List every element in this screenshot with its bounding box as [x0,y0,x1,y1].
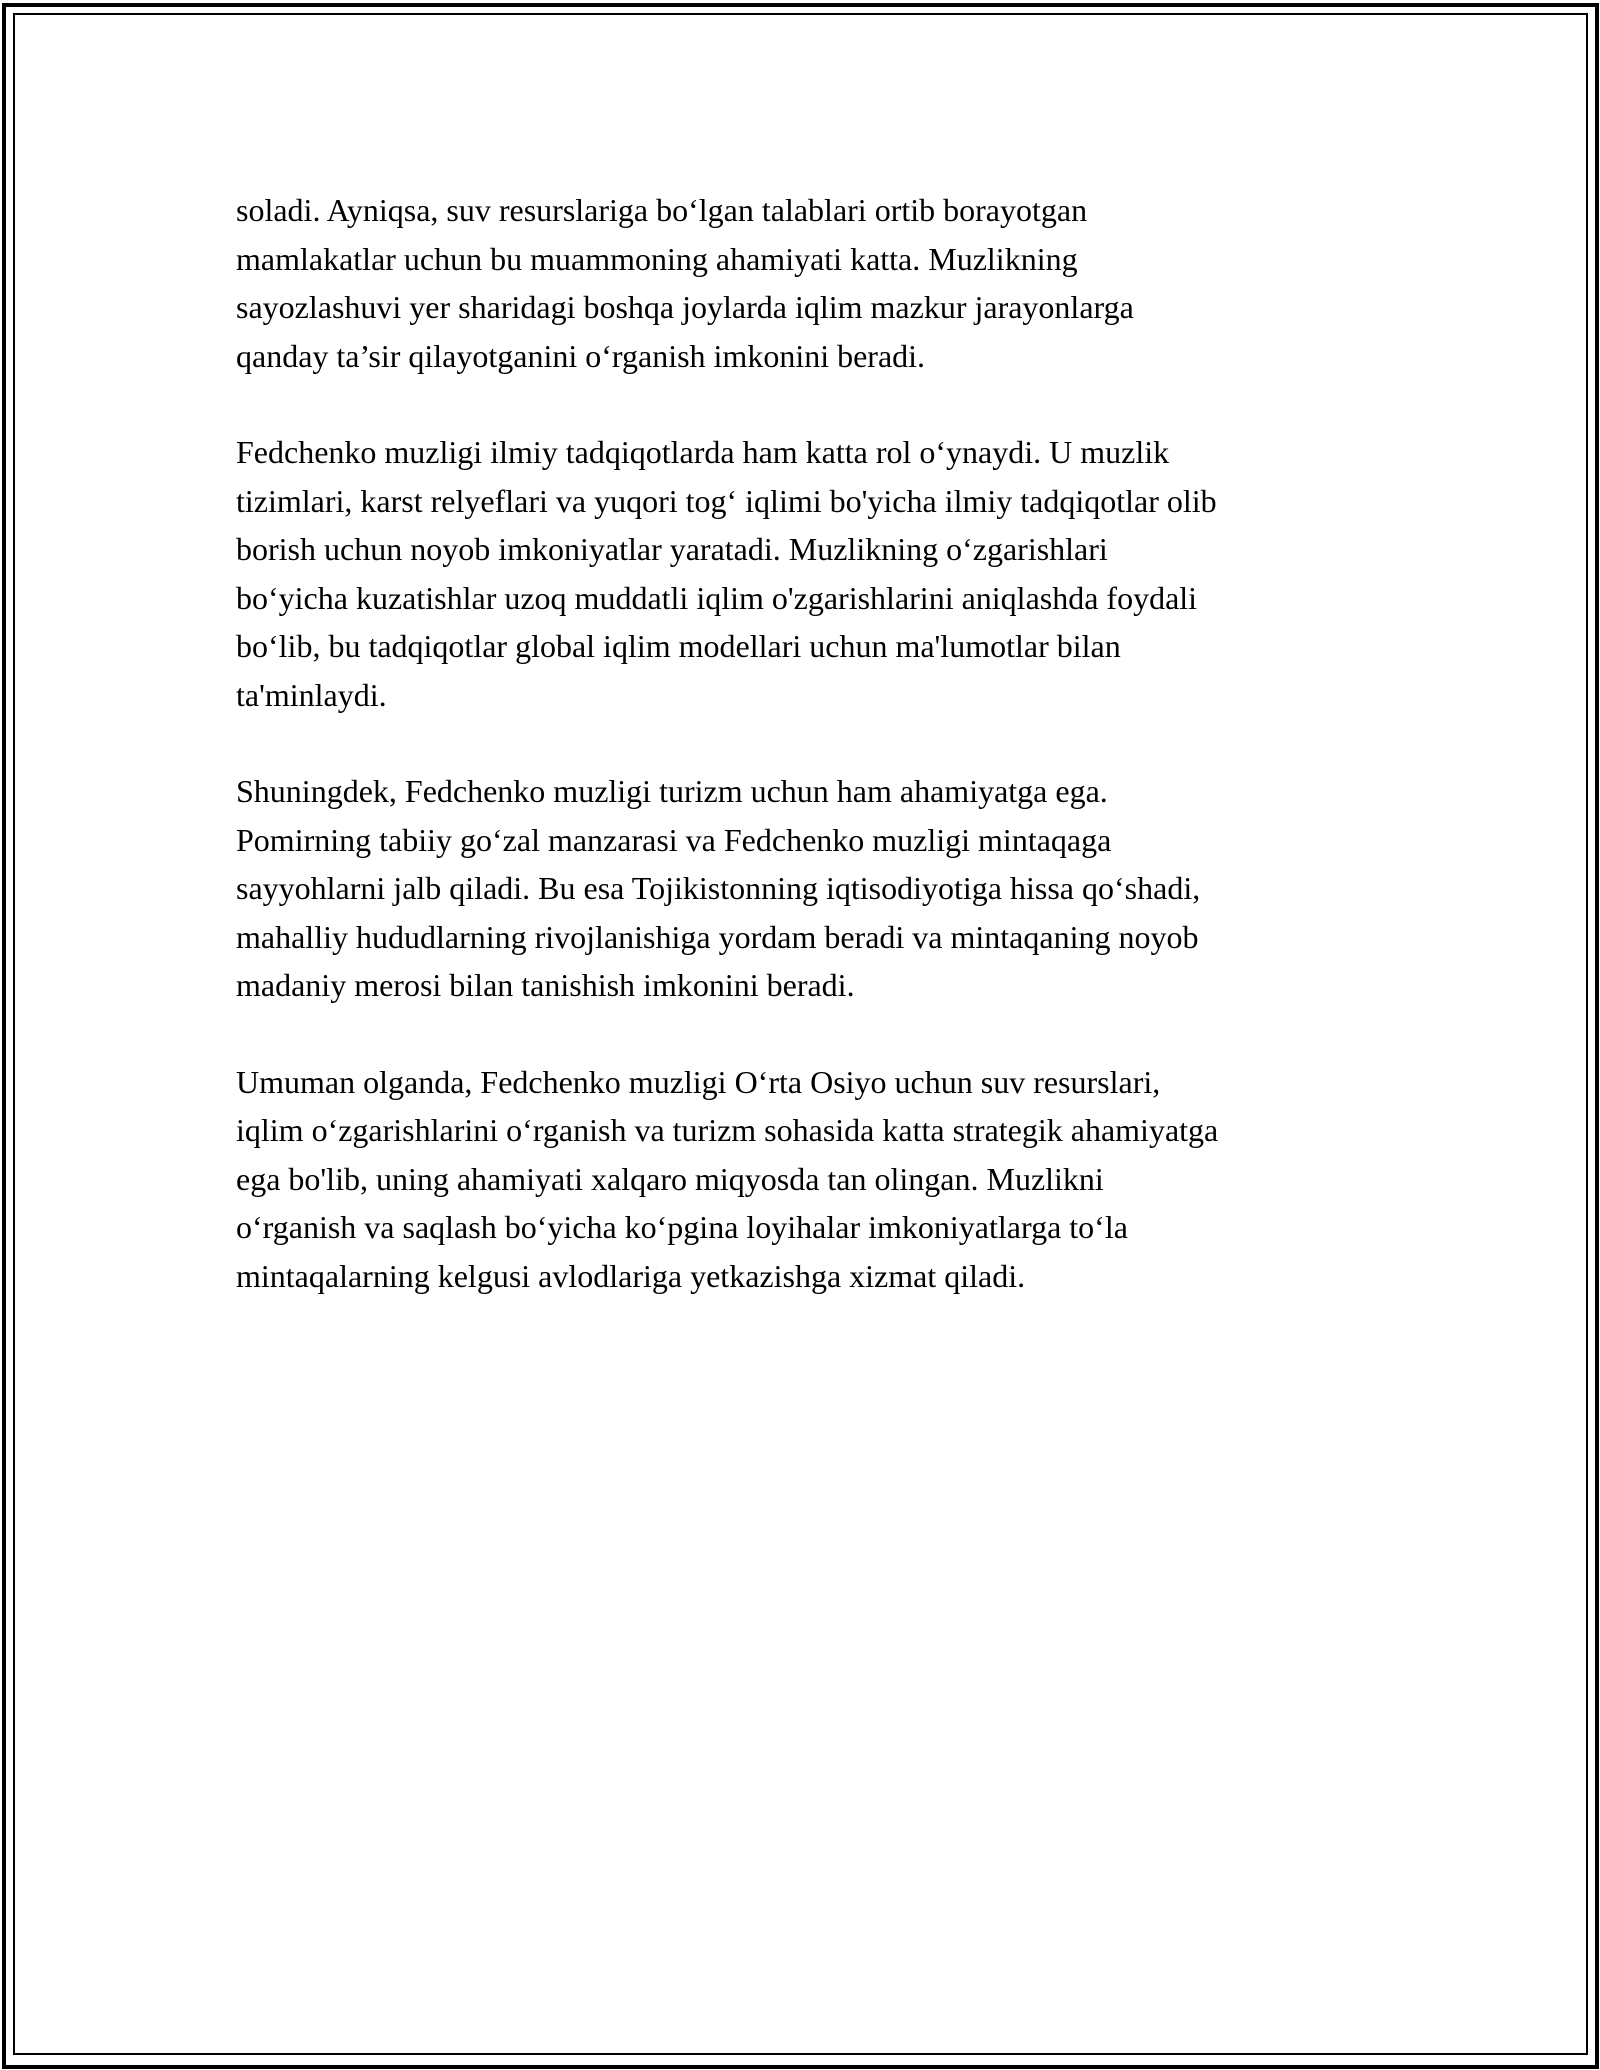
paragraph-tourism: Shuningdek, Fedchenko muzligi turizm uchun ham ahamiyatga ega. Pomirning tabiiy go‘zal manzarasi va Fedchenko muzligi mintaqaga sayyohlarni jalb qiladi. Bu esa Tojikistonning iqtisodiyotiga hissa qo‘shadi, mahalliy hududlarning rivojlanishiga yordam beradi va mintaqaning noyob madaniy merosi bilan tanishish imkonini beradi. [236,773,1201,1003]
paragraph-water-resources: soladi. Ayniqsa, suv resurslariga bo‘lgan talablari ortib borayotgan mamlakatlar uchun bu muammoning ahamiyati katta. Muzlikning sayozlashuvi yer sharidagi boshqa joylarda iqlim mazkur jarayonlarga qanday ta’sir qilayotganini o‘rganish imkonini beradi. [236,192,1134,374]
document-body [236,186,1386,1348]
paragraph-conclusion: Umuman olganda, Fedchenko muzligi O‘rta Osiyo uchun suv resurslari, iqlim o‘zgarishlarini o‘rganish va turizm sohasida katta strategik ahamiyatga ega bo'lib, uning ahamiyati xalqaro miqyosda tan olingan. Muzlikni o‘rganish va saqlash bo‘yicha ko‘pgina loyihalar imkoniyatlarga to‘la mintaqalarning kelgusi avlodlariga yetkazishga xizmat qiladi. [236,1063,1219,1294]
paragraph-scientific-research: Fedchenko muzligi ilmiy tadqiqotlarda ham katta rol o‘ynaydi. U muzlik tizimlari, karst relyeflari va yuqori tog‘ iqlimi bo'yicha ilmiy tadqiqotlar olib borish uchun noyob imkoniyatlar yaratadi. Muzlikning o‘zgarishlari bo‘yicha kuzatishlar uzoq muddatli iqlim o'zgarishlarini aniqlashda foydali bo‘lib, bu tadqiqotlar global iqlim modellari uchun ma'lumotlar bilan ta'minlaydi. [236,434,1217,713]
